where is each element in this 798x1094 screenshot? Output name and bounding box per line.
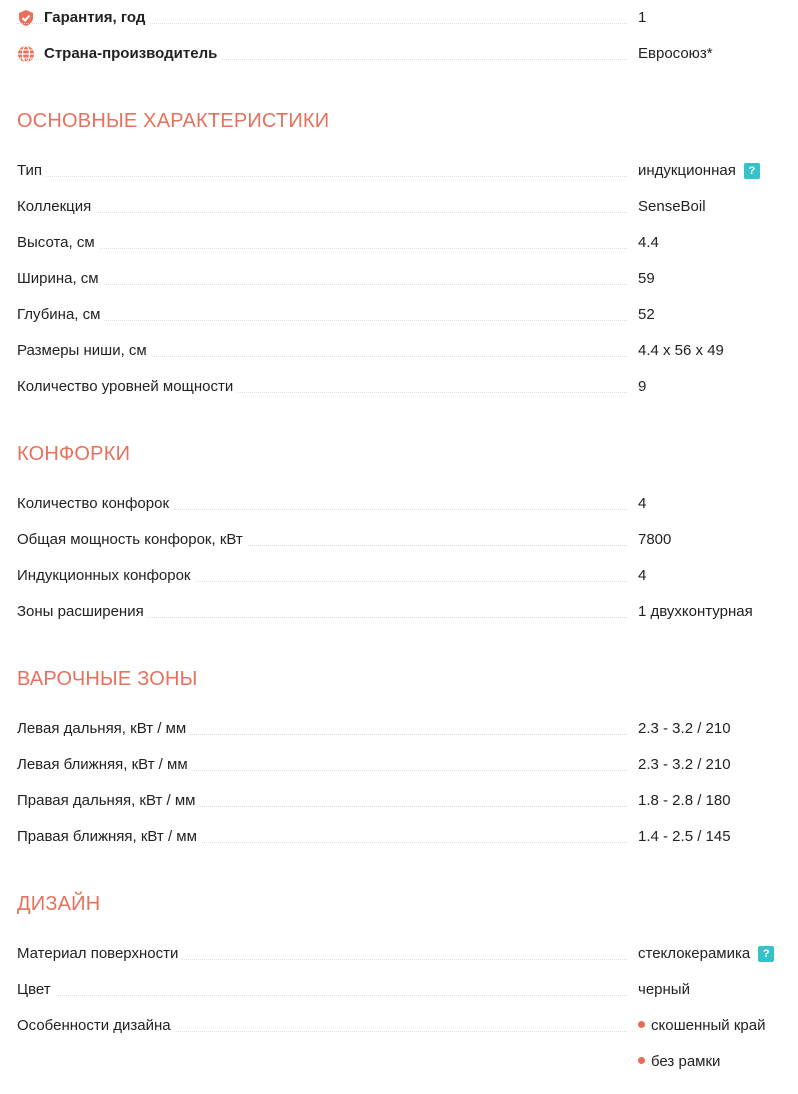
spec-row (17, 827, 798, 863)
spec-label: Высота, см (17, 233, 99, 253)
spec-row (17, 944, 798, 980)
section-title-design: ДИЗАЙН (17, 893, 101, 915)
help-icon[interactable]: ? (744, 163, 760, 179)
spec-row (17, 719, 798, 755)
spec-row (17, 1016, 798, 1052)
spec-value: 4.4 (638, 234, 659, 251)
spec-row-continuation (17, 1052, 798, 1088)
spec-value: 2.3 - 3.2 / 210 (638, 720, 731, 737)
spec-row-country (17, 44, 798, 80)
help-icon[interactable]: ? (758, 946, 774, 962)
globe-icon (17, 45, 35, 63)
spec-value: без рамки (638, 1052, 720, 1072)
spec-value: 4.4 х 56 х 49 (638, 342, 724, 359)
spec-value: стеклокерамика ? (638, 944, 774, 964)
spec-label: Зоны расширения (17, 602, 148, 622)
spec-row-warranty (17, 8, 798, 44)
spec-value: индукционная ? (638, 161, 760, 181)
spec-label: Правая дальняя, кВт / мм (17, 791, 200, 811)
spec-label: Общая мощность конфорок, кВт (17, 530, 247, 550)
spec-row (17, 269, 798, 305)
spec-value: 52 (638, 306, 655, 323)
spec-value: 2.3 - 3.2 / 210 (638, 756, 731, 773)
spec-label: Материал поверхности (17, 944, 182, 964)
spec-value: 7800 (638, 531, 672, 548)
spec-label: Количество уровней мощности (17, 377, 237, 397)
spec-value: Евросоюз* (638, 45, 713, 62)
spec-row (17, 161, 798, 197)
spec-value: 4 (638, 495, 647, 512)
spec-value: 59 (638, 270, 655, 287)
spec-value: SenseBoil (638, 198, 706, 215)
spec-row (17, 305, 798, 341)
spec-value: скошенный край (638, 1016, 765, 1036)
spec-label: Размеры ниши, см (17, 341, 151, 361)
spec-row (17, 530, 798, 566)
spec-row (17, 233, 798, 269)
spec-value: 1 (638, 9, 647, 26)
bullet-icon (638, 1057, 645, 1064)
spec-label: Цвет (17, 980, 55, 1000)
spec-value: 1 двухконтурная (638, 603, 753, 620)
bullet-icon (638, 1021, 645, 1028)
spec-label: Ширина, см (17, 269, 103, 289)
spec-label: Особенности дизайна (17, 1016, 175, 1036)
shield-check-icon (17, 9, 35, 27)
section-title-zones: ВАРОЧНЫЕ ЗОНЫ (17, 668, 198, 690)
section-title-main: ОСНОВНЫЕ ХАРАКТЕРИСТИКИ (17, 110, 330, 132)
spec-row (17, 980, 798, 1016)
spec-row (17, 494, 798, 530)
spec-label: Страна-производитель (44, 44, 221, 64)
spec-value: 1.8 - 2.8 / 180 (638, 792, 731, 809)
spec-value: 1.4 - 2.5 / 145 (638, 828, 731, 845)
spec-row (17, 566, 798, 602)
spec-label: Правая ближняя, кВт / мм (17, 827, 201, 847)
spec-label: Левая ближняя, кВт / мм (17, 755, 192, 775)
spec-row (17, 602, 798, 638)
spec-row (17, 197, 798, 233)
spec-label: Глубина, см (17, 305, 104, 325)
spec-row (17, 341, 798, 377)
spec-label: Левая дальняя, кВт / мм (17, 719, 190, 739)
spec-label: Коллекция (17, 197, 95, 217)
section-title-burners: КОНФОРКИ (17, 443, 131, 465)
spec-label: Количество конфорок (17, 494, 173, 514)
spec-row (17, 377, 798, 413)
spec-value: 9 (638, 378, 647, 395)
spec-label: Индукционных конфорок (17, 566, 195, 586)
spec-row (17, 791, 798, 827)
spec-value: 4 (638, 567, 647, 584)
spec-label: Тип (17, 161, 46, 181)
spec-row (17, 755, 798, 791)
spec-value: черный (638, 981, 690, 998)
spec-label: Гарантия, год (44, 8, 149, 28)
